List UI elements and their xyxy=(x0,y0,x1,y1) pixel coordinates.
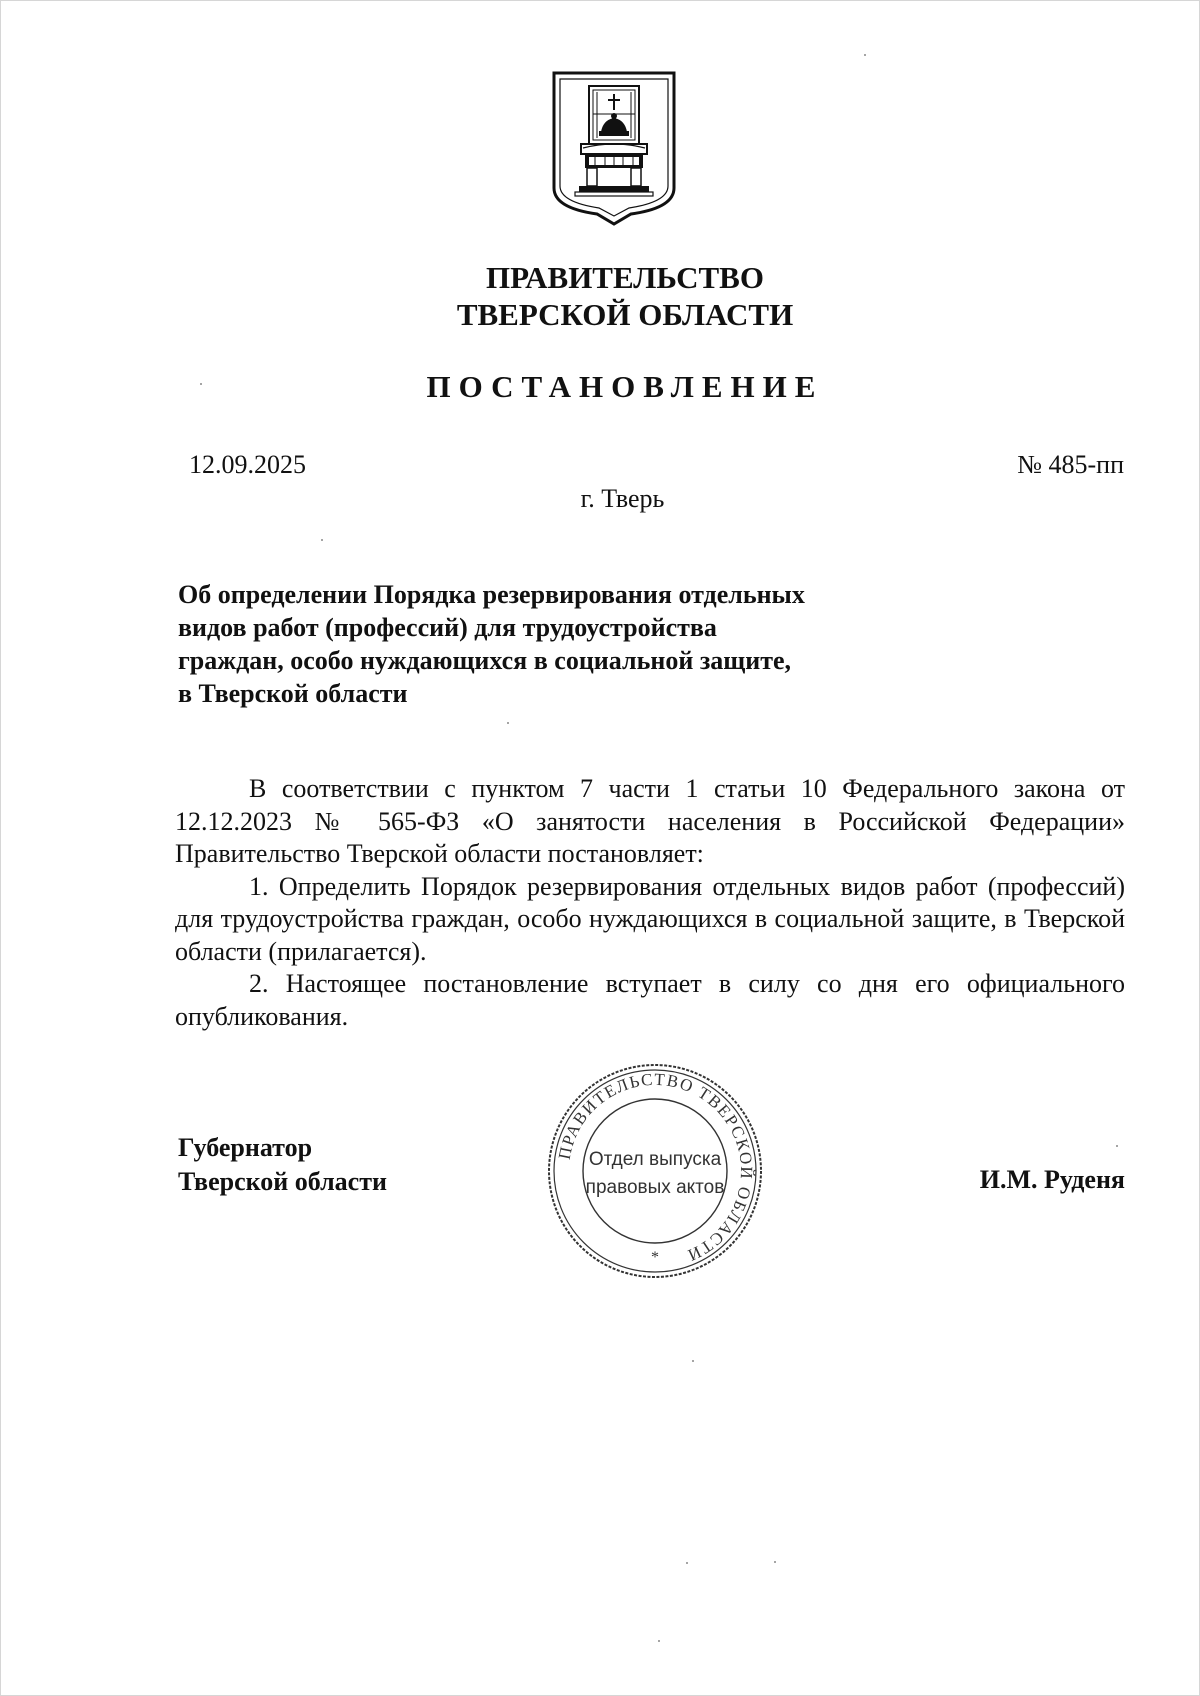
stamp-inner-line1: Отдел выпуска xyxy=(588,1149,722,1170)
scan-speck xyxy=(692,1360,694,1362)
scan-speck xyxy=(774,1561,776,1563)
stamp-inner-line2: правовых актов xyxy=(585,1177,725,1198)
subject-line: граждан, особо нуждающихся в социальной защите, xyxy=(178,646,792,675)
signatory-name: И.М. Руденя xyxy=(979,1165,1125,1194)
document-type: ПОСТАНОВЛЕНИЕ xyxy=(426,369,824,404)
scan-speck xyxy=(1116,1145,1118,1147)
preamble-paragraph: В соответствии с пунктом 7 части 1 статьи 10 Федерального закона от 12.12.2023 № 565-ФЗ «О занятости населения в Российской Федерации» Правительство Тверской области постановляет: xyxy=(175,774,1125,868)
signatory-title-line2: Тверской области xyxy=(178,1167,387,1196)
scan-speck xyxy=(200,383,202,385)
document-body xyxy=(175,773,1125,1033)
coat-of-arms-icon xyxy=(551,70,677,226)
subject-line: в Тверской области xyxy=(178,679,408,708)
org-title-line2: ТВЕРСКОЙ ОБЛАСТИ xyxy=(456,297,794,332)
clause-2-paragraph: 2. Настоящее постановление вступает в силу со дня его официального опубликования. xyxy=(175,969,1125,1031)
stamp-star: * xyxy=(651,1249,659,1266)
subject-line: Об определении Порядка резервирования отдельных xyxy=(178,580,805,609)
scan-speck xyxy=(321,539,323,541)
signatory-title xyxy=(178,1131,387,1199)
document-subject xyxy=(178,578,898,710)
signatory-title-line1: Губернатор xyxy=(178,1133,313,1162)
document-number: № 485-пп xyxy=(1017,450,1124,479)
scan-speck xyxy=(686,1562,688,1564)
official-stamp xyxy=(545,1061,765,1281)
clause-1-paragraph: 1. Определить Порядок резервирования отдельных видов работ (профессий) для трудоустройства граждан, особо нуждающихся в социальной защите, в Тверской области (прилагается). xyxy=(175,871,1125,966)
subject-line: видов работ (профессий) для трудоустройства xyxy=(178,613,717,642)
scan-speck xyxy=(507,722,509,724)
org-title-line1: ПРАВИТЕЛЬСТВО xyxy=(486,260,764,295)
scan-speck xyxy=(864,54,866,56)
scan-speck xyxy=(658,1640,660,1642)
stamp-ring-text: ПРАВИТЕЛЬСТВО ТВЕРСКОЙ ОБЛАСТИ xyxy=(554,1069,757,1266)
document-city: г. Тверь xyxy=(580,484,665,513)
document-date: 12.09.2025 xyxy=(189,450,306,479)
